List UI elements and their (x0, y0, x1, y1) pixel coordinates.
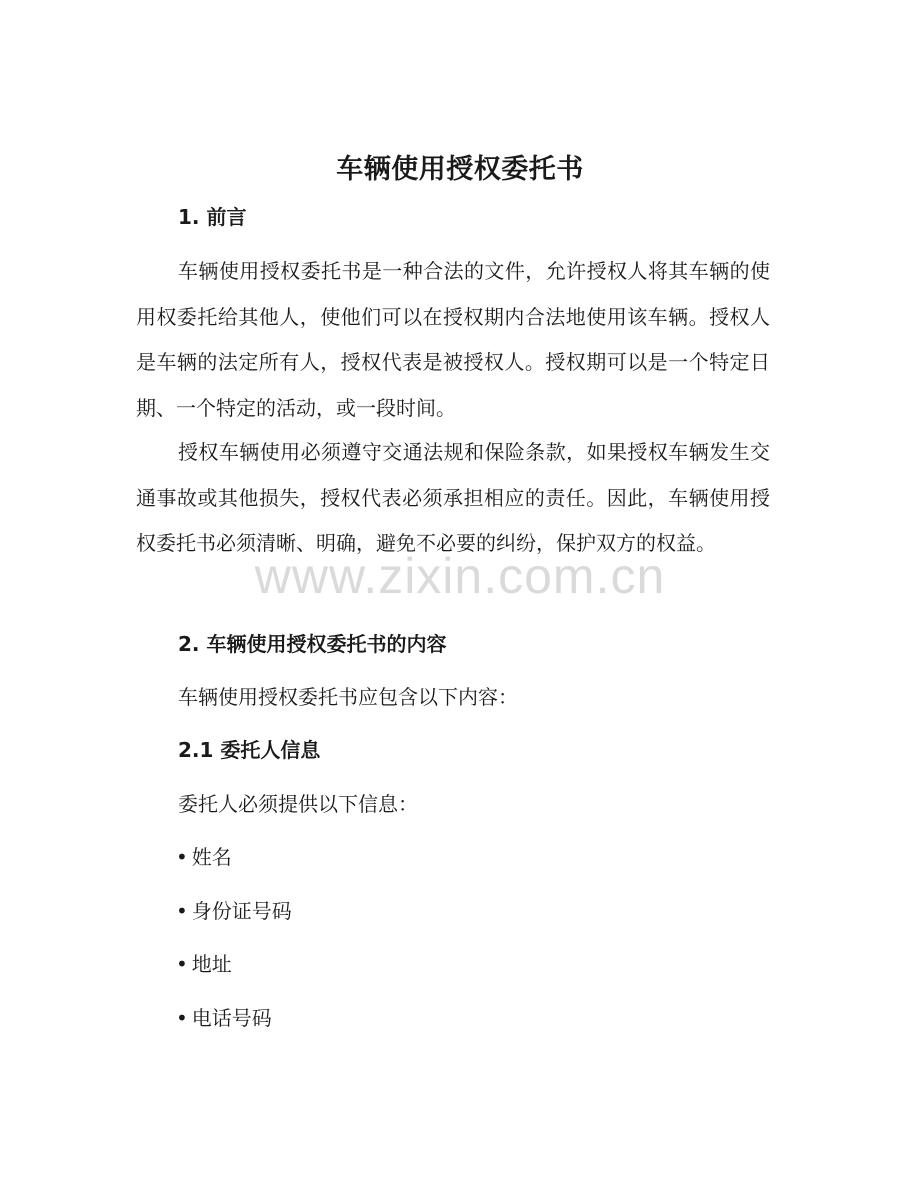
list-item-label: 身份证号码 (191, 899, 292, 923)
section-2-intro: 车辆使用授权委托书应包含以下内容： (178, 685, 518, 709)
list-item-label: 电话号码 (191, 1006, 272, 1030)
section-2-heading: 2. 车辆使用授权委托书的内容 (178, 632, 447, 656)
list-item-label: 地址 (191, 952, 232, 976)
section-2-1-heading: 2.1 委托人信息 (178, 738, 321, 762)
bullet-icon: • (176, 845, 188, 869)
document-title: 车辆使用授权委托书 (336, 154, 584, 185)
section-1-heading: 1. 前言 (178, 205, 247, 229)
bullet-icon: • (176, 899, 188, 923)
bullet-icon: • (176, 952, 188, 976)
section-1-paragraph-1: 车辆使用授权委托书是一种合法的文件，允许授权人将其车辆的使用权委托给其他人，使他们可以在授权期内合法地使用该车辆。授权人是车辆的法定所有人，授权代表是被授权人。授权期可以是一个特定日期、一个特定的活动，或一段时间。 (136, 259, 770, 420)
watermark: www.zixin.com.cn (254, 548, 666, 604)
list-item (176, 1003, 272, 1033)
list-item (176, 949, 232, 979)
bullet-icon: • (176, 1006, 188, 1030)
list-item (176, 842, 232, 872)
list-item (176, 896, 292, 926)
list-item-label: 姓名 (191, 845, 232, 869)
section-1-paragraph-2: 授权车辆使用必须遵守交通法规和保险条款，如果授权车辆发生交通事故或其他损失，授权代表必须承担相应的责任。因此，车辆使用授权委托书必须清晰、明确，避免不必要的纠纷，保护双方的权益。 (136, 440, 770, 555)
section-2-1-intro: 委托人必须提供以下信息： (178, 792, 418, 816)
